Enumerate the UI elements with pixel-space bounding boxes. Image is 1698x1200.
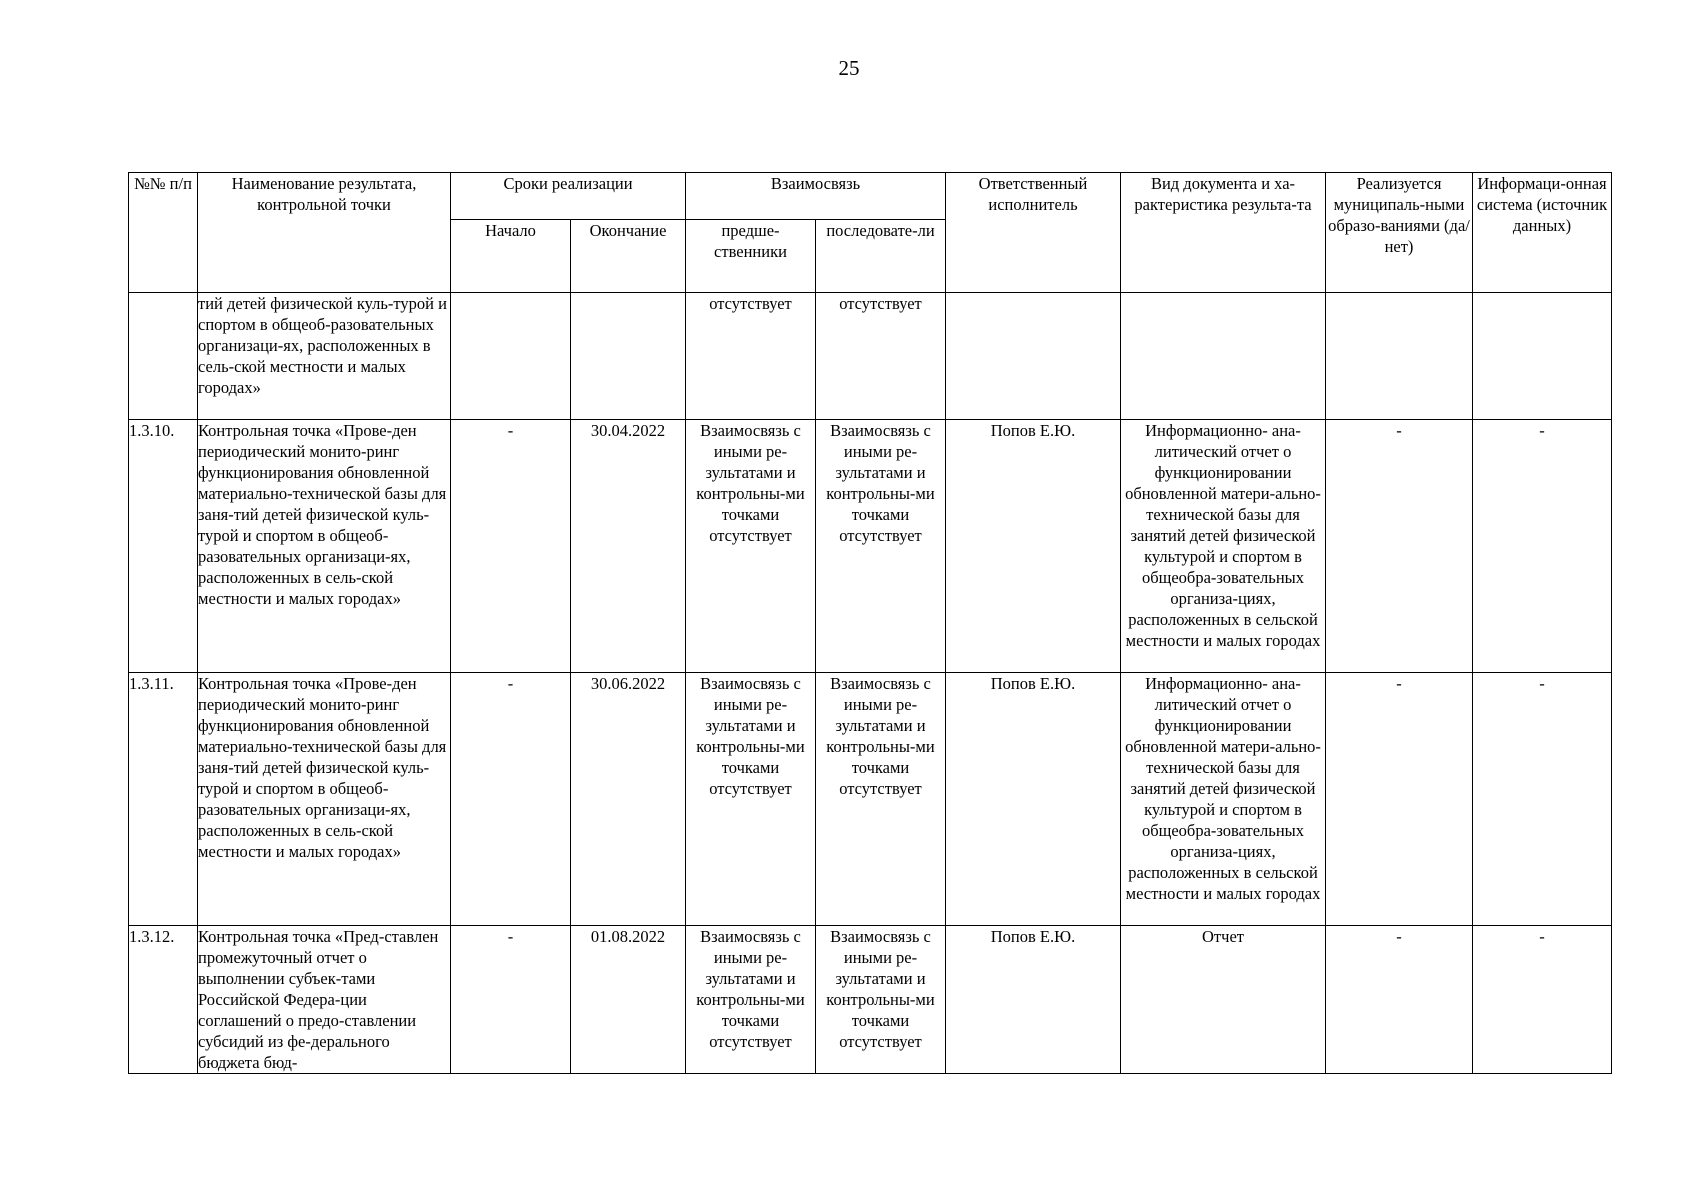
header-doc-type: Вид документа и ха-рактеристика результа-та [1121,173,1326,293]
row-predecessors: отсутствует [686,293,816,420]
row-successors: Взаимосвязь с иными ре-зультатами и контрольны-ми точками отсутствует [816,926,946,1074]
header-predecessors: предше-ственники [686,220,816,293]
row-start: - [451,673,571,926]
row-start: - [451,420,571,673]
header-executor: Ответственный исполнитель [946,173,1121,293]
table-row [129,293,1612,420]
row-municipal [1326,293,1473,420]
row-municipal: - [1326,673,1473,926]
page-number: 25 [838,56,860,80]
header-municipal: Реализуется муниципаль-ными образо-ваниями (да/нет) [1326,173,1473,293]
row-executor: Попов Е.Ю. [946,673,1121,926]
row-end: 30.06.2022 [571,673,686,926]
header-successors: последовате-ли [816,220,946,293]
row-name: Контрольная точка «Пред-ставлен промежуточный отчет о выполнении субъек-тами Российской Федера-ции соглашений о предо-ставлении субсидий из фе-дерального бюджета бюд- [198,926,451,1074]
row-successors: Взаимосвязь с иными ре-зультатами и контрольны-ми точками отсутствует [816,420,946,673]
row-name: Контрольная точка «Прове-ден периодический монито-ринг функционирования обновленной материально-технической базы для заня-тий детей физической куль-турой и спортом в общеоб-разовательных организаци-ях, расположенных в сель-ской местности и малых городах» [198,420,451,673]
header-end: Окончание [571,220,686,293]
results-table [128,172,1612,1074]
row-info-system [1473,293,1612,420]
row-successors: отсутствует [816,293,946,420]
row-municipal: - [1326,420,1473,673]
row-predecessors: Взаимосвязь с иными ре-зультатами и контрольны-ми точками отсутствует [686,673,816,926]
row-num: 1.3.12. [129,926,198,1074]
row-doc-type: Отчет [1121,926,1326,1074]
header-row-top [129,173,1612,220]
row-predecessors: Взаимосвязь с иными ре-зультатами и контрольны-ми точками отсутствует [686,420,816,673]
row-end [571,293,686,420]
row-info-system: - [1473,420,1612,673]
row-num: 1.3.10. [129,420,198,673]
header-num: №№ п/п [129,173,198,293]
row-executor [946,293,1121,420]
row-municipal: - [1326,926,1473,1074]
header-name: Наименование результата, контрольной точки [198,173,451,293]
row-doc-type: Информационно- ана-литический отчет о функционировании обновленной матери-ально- технической базы для занятий детей физической культурой и спортом в общеобра-зовательных организа-циях, расположенных в сельской местности и малых городах [1121,420,1326,673]
row-name: Контрольная точка «Прове-ден периодический монито-ринг функционирования обновленной материально-технической базы для заня-тий детей физической куль-турой и спортом в общеоб-разовательных организаци-ях, расположенных в сель-ской местности и малых городах» [198,673,451,926]
header-terms: Сроки реализации [451,173,686,220]
row-info-system: - [1473,673,1612,926]
row-info-system: - [1473,926,1612,1074]
table-row [129,926,1612,1074]
table-row [129,420,1612,673]
header-start: Начало [451,220,571,293]
row-successors: Взаимосвязь с иными ре-зультатами и контрольны-ми точками отсутствует [816,673,946,926]
row-num: 1.3.11. [129,673,198,926]
row-end: 30.04.2022 [571,420,686,673]
table-row [129,673,1612,926]
header-info-system: Информаци-онная система (источник данных) [1473,173,1612,293]
row-doc-type: Информационно- ана-литический отчет о функционировании обновленной матери-ально- технической базы для занятий детей физической культурой и спортом в общеобра-зовательных организа-циях, расположенных в сельской местности и малых городах [1121,673,1326,926]
row-predecessors: Взаимосвязь с иными ре-зультатами и контрольны-ми точками отсутствует [686,926,816,1074]
row-start [451,293,571,420]
row-end: 01.08.2022 [571,926,686,1074]
row-executor: Попов Е.Ю. [946,926,1121,1074]
row-doc-type [1121,293,1326,420]
row-start: - [451,926,571,1074]
row-name: тий детей физической куль-турой и спортом в общеоб-разовательных организаци-ях, расположенных в сель-ской местности и малых городах» [198,293,451,420]
row-num [129,293,198,420]
header-relation: Взаимосвязь [686,173,946,220]
row-executor: Попов Е.Ю. [946,420,1121,673]
